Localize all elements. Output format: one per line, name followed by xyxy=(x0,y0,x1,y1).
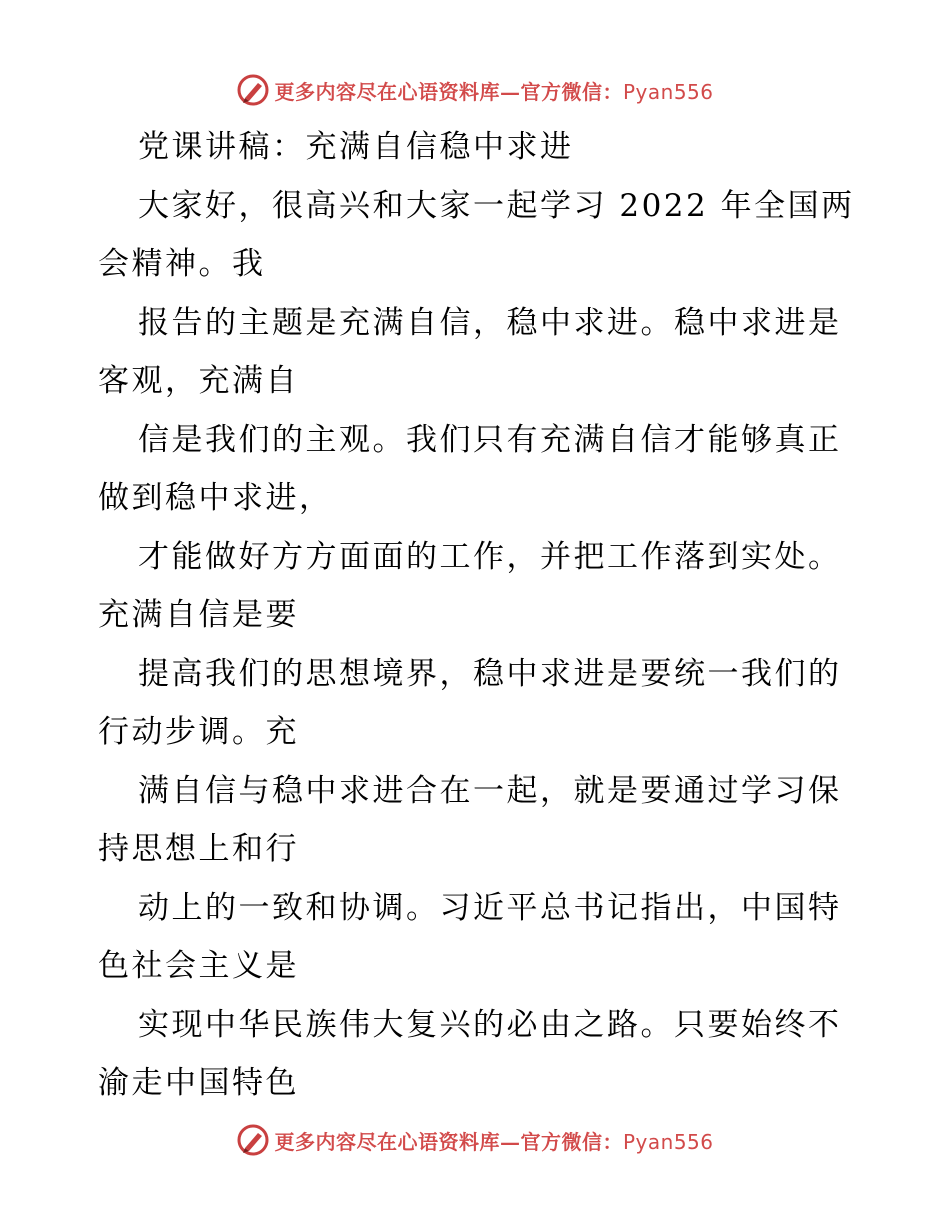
text-line: 会精神。我 xyxy=(98,246,266,282)
text-line: 动上的一致和协调。习近平总书记指出，中国特 xyxy=(138,889,842,926)
pen-logo-icon xyxy=(236,73,270,107)
text-line: 做到稳中求进， xyxy=(98,480,333,516)
text-line: 实现中华民族伟大复兴的必由之路。只要始终不 xyxy=(138,1006,842,1043)
text-line: 才能做好方方面面的工作，并把工作落到实处。 xyxy=(138,538,842,575)
text-line: 大家好，很高兴和大家一起学习 2022 年全国两 xyxy=(138,187,855,224)
footer-banner xyxy=(0,1120,950,1160)
footer-wechat-account: Pyan556 xyxy=(622,1129,714,1154)
text-line: 报告的主题是充满自信，稳中求进。稳中求进是 xyxy=(138,304,842,341)
header-banner-text: 更多内容尽在心语资料库—官方微信： xyxy=(274,79,623,104)
text-line: 持思想上和行 xyxy=(98,831,299,867)
text-line: 提高我们的思想境界，稳中求进是要统一我们的 xyxy=(138,655,842,692)
text-line: 满自信与稳中求进合在一起，就是要通过学习保 xyxy=(138,772,842,809)
text-line: 行动步调。充 xyxy=(98,714,299,750)
text-line: 色社会主义是 xyxy=(98,948,299,984)
footer-banner-text: 更多内容尽在心语资料库—官方微信： xyxy=(274,1129,623,1154)
text-line: 渝走中国特色 xyxy=(98,1065,299,1101)
header-wechat-account: Pyan556 xyxy=(622,79,714,104)
text-line: 客观，充满自 xyxy=(98,363,299,399)
header-banner xyxy=(0,70,950,110)
pen-logo-icon xyxy=(236,1123,270,1157)
text-line: 充满自信是要 xyxy=(98,597,299,633)
document-title: 党课讲稿：充满自信稳中求进 xyxy=(138,129,574,165)
document-body xyxy=(98,118,858,1113)
text-line: 信是我们的主观。我们只有充满自信才能够真正 xyxy=(138,421,842,458)
